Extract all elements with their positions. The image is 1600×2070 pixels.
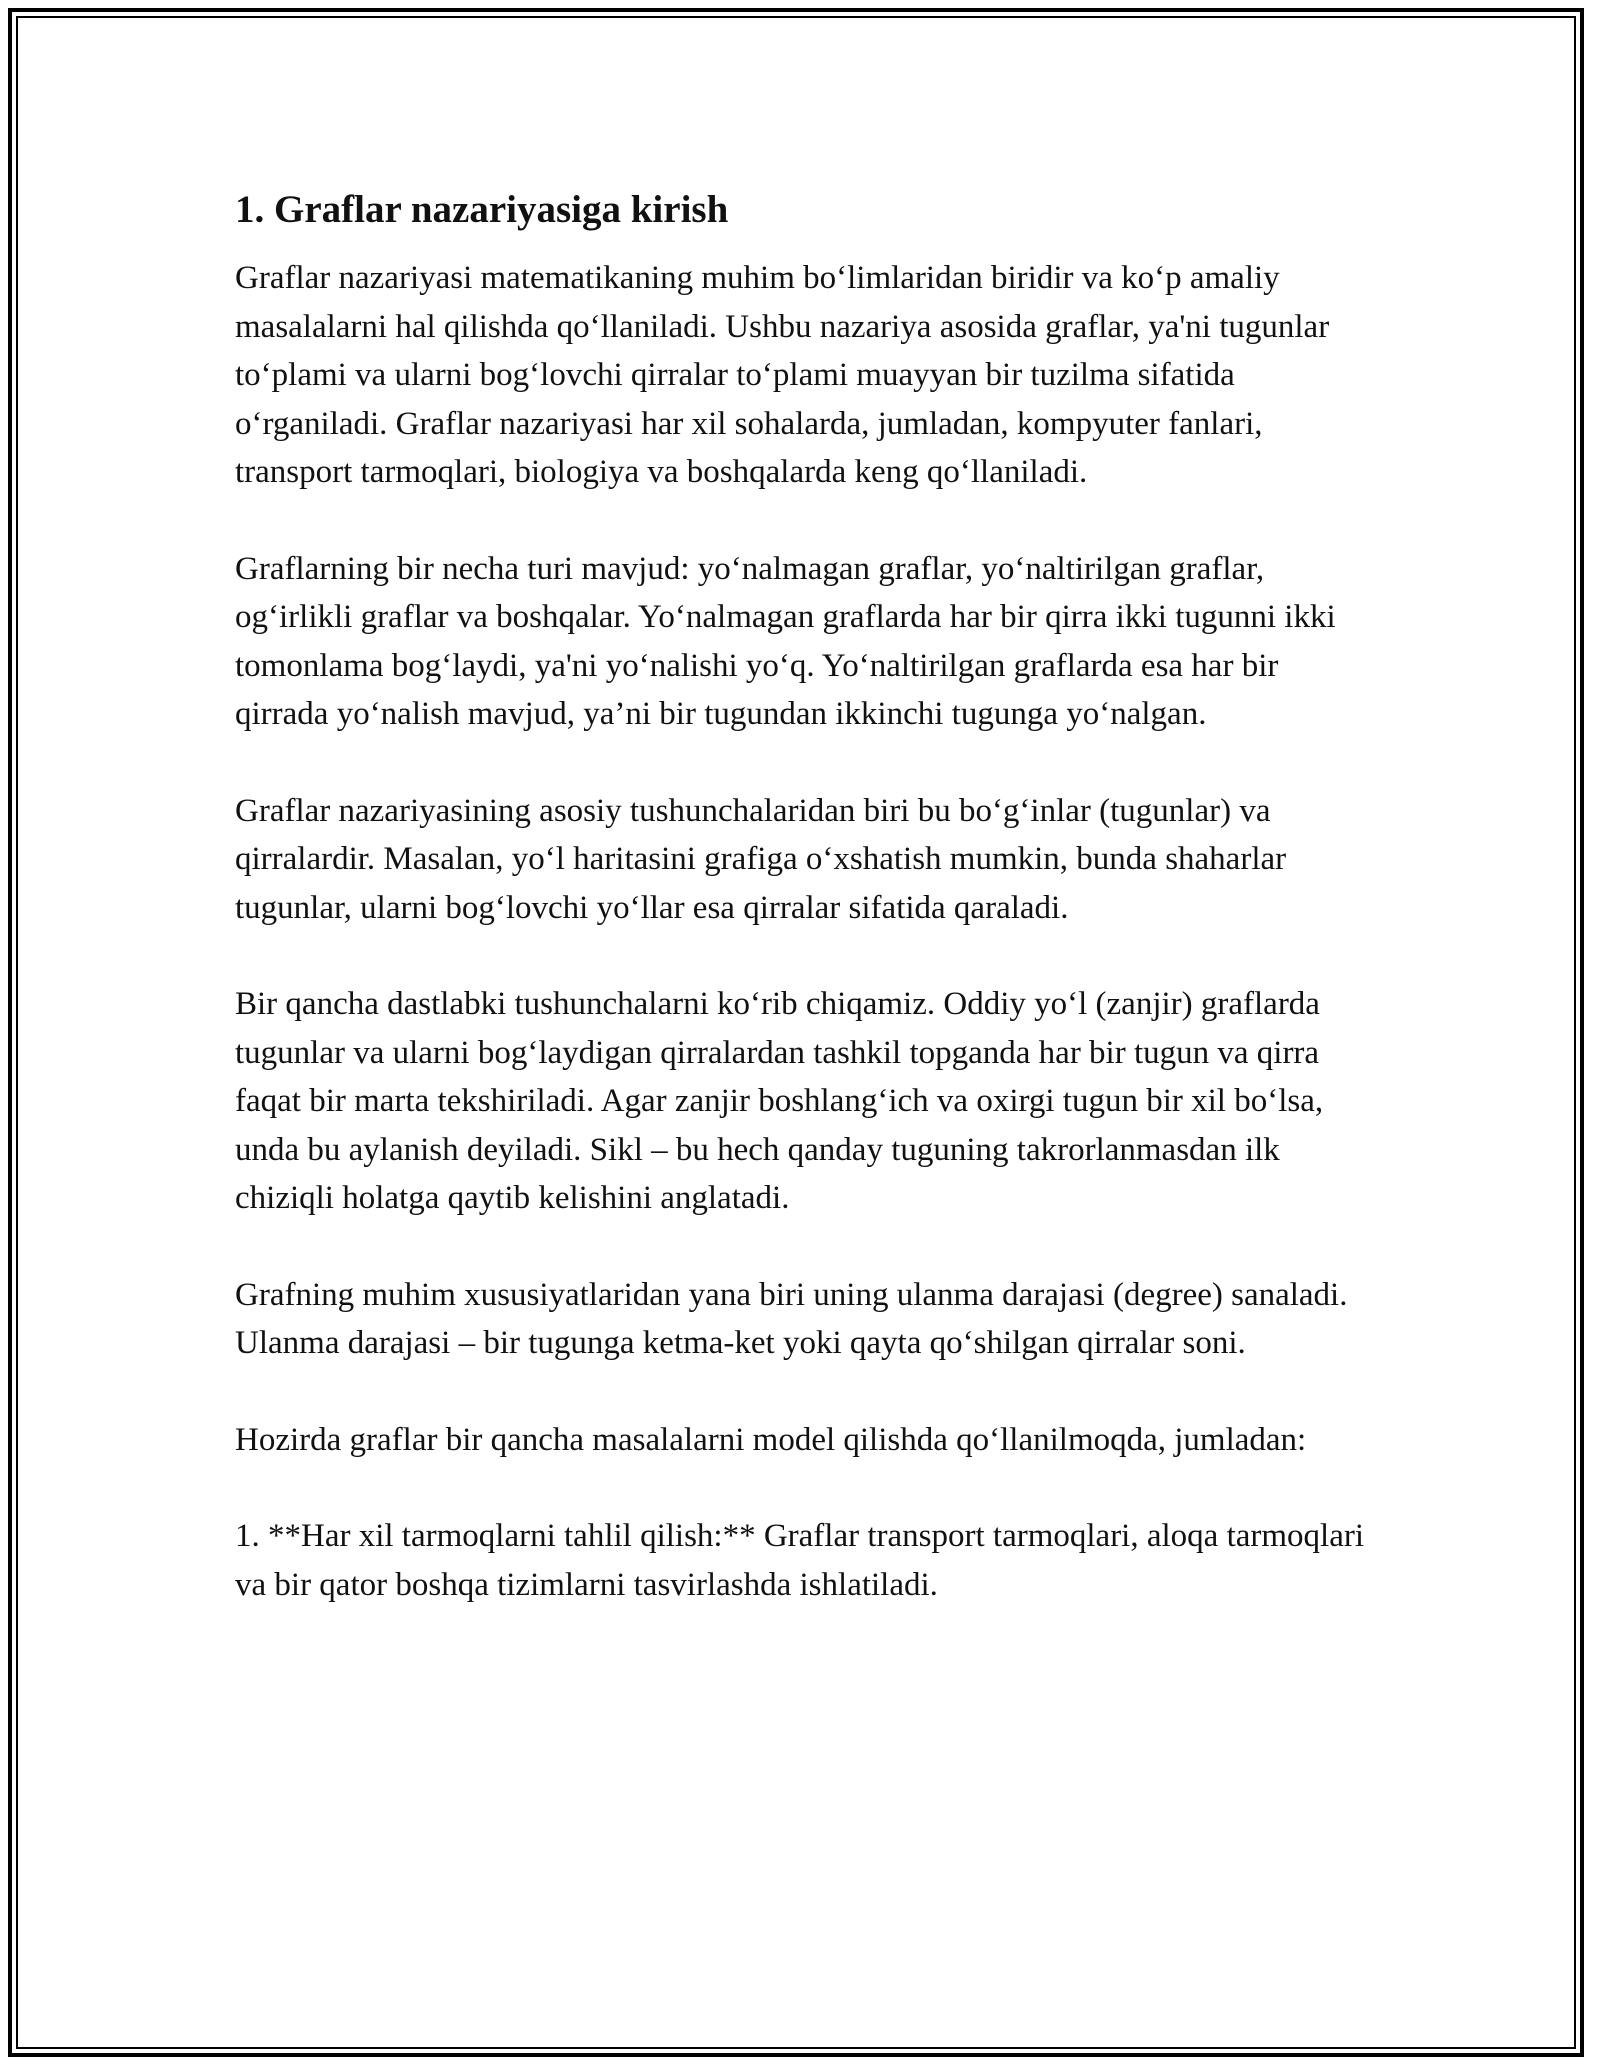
paragraph-applications-intro: Hozirda graflar bir qancha masalalarni model qilishda qo‘llanilmoqda, jumladan:	[235, 1421, 1307, 1458]
document-body	[235, 186, 1375, 1657]
paragraph-degree: Grafning muhim xususiyatlaridan yana biri uning ulanma darajasi (degree) sanaladi. Ulanma darajasi – bir tugunga ketma-ket yoki qayta qo‘shilgan qirralar soni.	[235, 1276, 1348, 1361]
paragraph-list-item-1: 1. **Har xil tarmoqlarni tahlil qilish:** Graflar transport tarmoqlari, aloqa tarmoqlari va bir qator boshqa tizimlarni tasvirlashda ishlatiladi.	[235, 1518, 1365, 1603]
paragraph-paths-cycles: Bir qancha dastlabki tushunchalarni ko‘rib chiqamiz. Oddiy yo‘l (zanjir) graflarda tugunlar va ularni bog‘laydigan qirralardan tashkil topganda har bir tugun va qirra faqat bir marta tekshiriladi. Agar zanjir boshlang‘ich va oxirgi tugun bir xil bo‘lsa, unda bu aylanish deyiladi. Sikl – bu hech qanday tuguning takrorlanmasdan ilk chiziqli holatga qaytib kelishini anglatadi.	[235, 986, 1324, 1216]
paragraph-nodes-edges: Graflar nazariyasining asosiy tushunchalaridan biri bu bo‘g‘inlar (tugunlar) va qirralardir. Masalan, yo‘l haritasini grafiga o‘xshatish mumkin, bunda shaharlar tugunlar, ularni bog‘lovchi yo‘llar esa qirralar sifatida qaraladi.	[235, 792, 1287, 926]
paragraph-intro: Graflar nazariyasi matematikaning muhim bo‘limlaridan biridir va ko‘p amaliy masalalarni hal qilishda qo‘llaniladi. Ushbu nazariya asosida graflar, ya'ni tugunlar to‘plami va ularni bog‘lovchi qirralar to‘plami muayyan bir tuzilma sifatida o‘rganiladi. Graflar nazariyasi har xil sohalarda, jumladan, kompyuter fanlari, transport tarmoqlari, biologiya va boshqalarda keng qo‘llaniladi.	[235, 260, 1330, 490]
paragraph-graph-types: Graflarning bir necha turi mavjud: yo‘nalmagan graflar, yo‘naltirilgan graflar, og‘irlikli graflar va boshqalar. Yo‘nalmagan graflarda har bir qirra ikki tugunni ikki tomonlama bog‘laydi, ya'ni yo‘nalishi yo‘q. Yo‘naltirilgan graflarda esa har bir qirrada yo‘nalish mavjud, ya’ni bir tugundan ikkinchi tugunga yo‘nalgan.	[235, 550, 1336, 732]
section-heading: 1. Graflar nazariyasiga kirish	[235, 188, 729, 231]
